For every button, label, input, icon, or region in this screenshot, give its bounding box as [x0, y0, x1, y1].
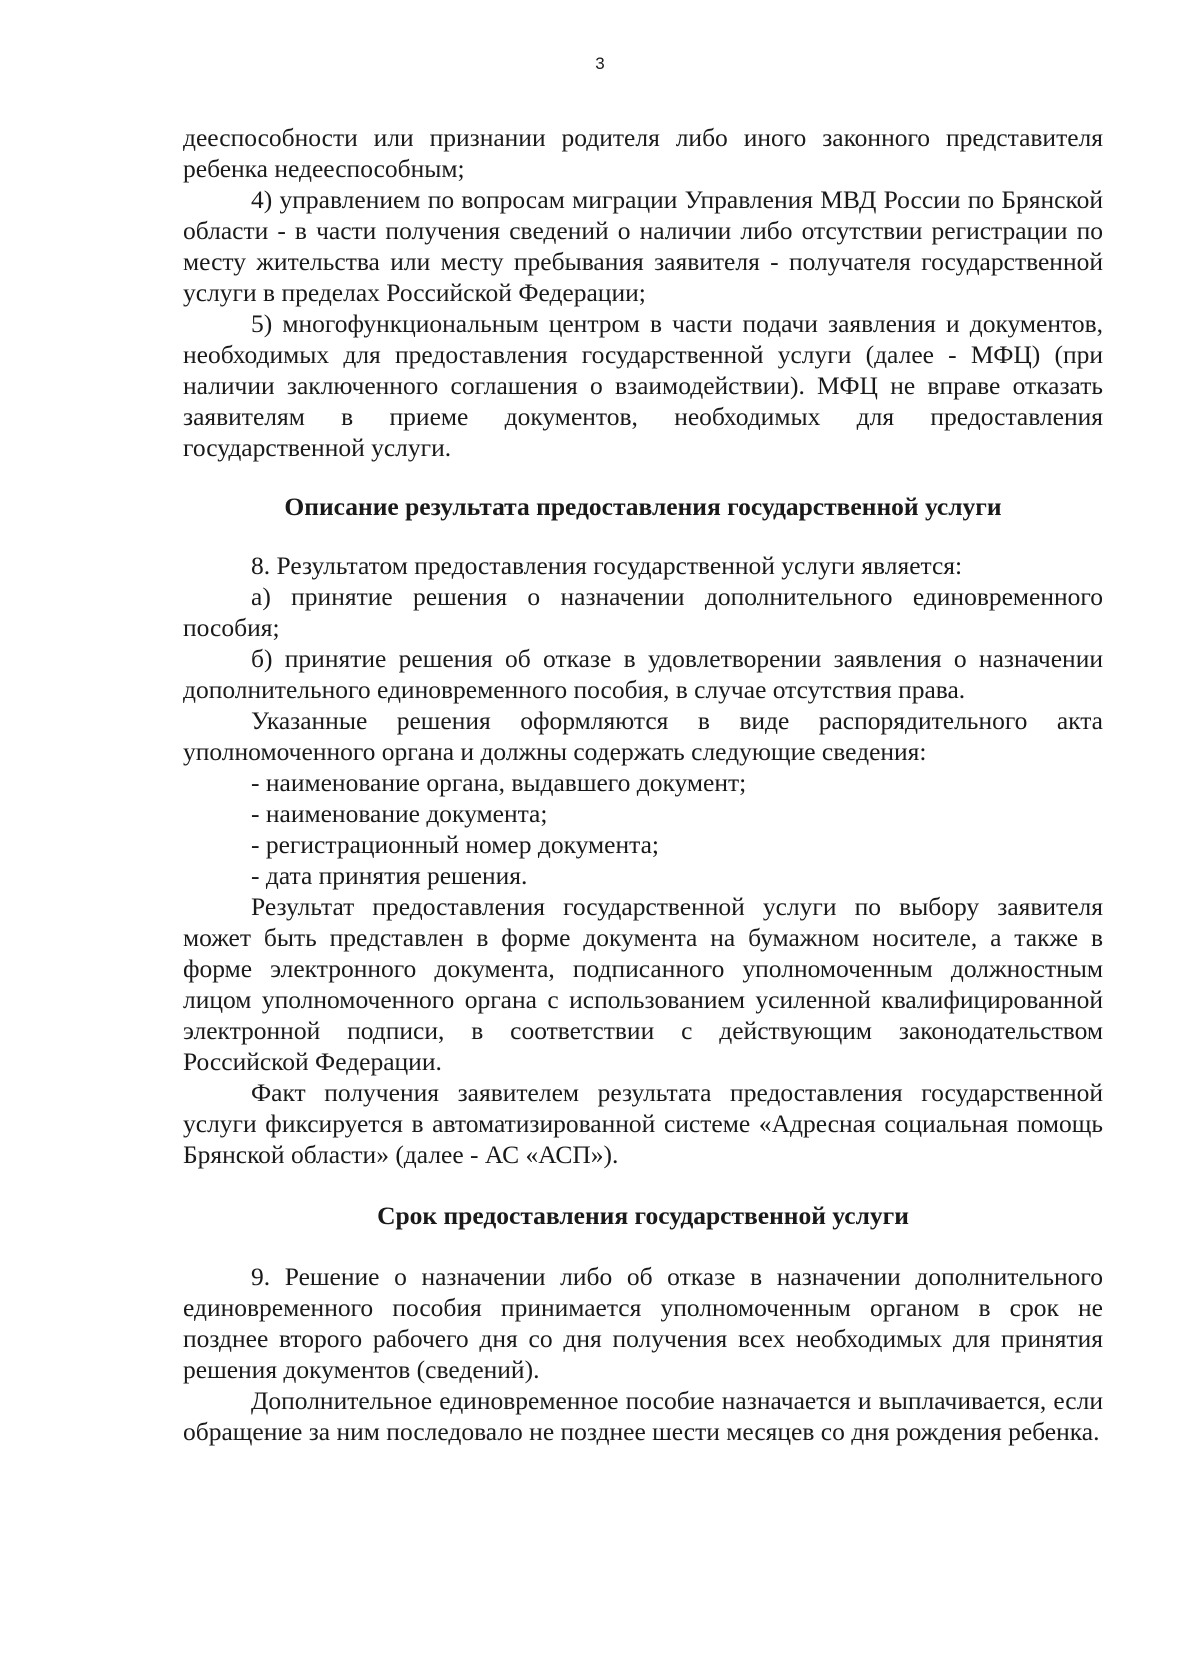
- paragraph-item-5: 5) многофункциональным центром в части подачи заявления и документов, необходимых для предоставления государственной услуги (далее - МФЦ) (при наличии заключенного соглашения о взаимодействии). МФЦ не вправе отказать заявителям в приеме документов, необходимых для предоставления государственной услуги.: [183, 309, 1103, 462]
- section-heading-result: Описание результата предоставления государственной услуги: [284, 492, 1002, 521]
- paragraph-8-result-form: Результат предоставления государственной услуги по выбору заявителя может быть представлен в форме документа на бумажном носителе, а также в форме электронного документа, подписанного уполномоченным должностным лицом уполномоченного органа с использованием усиленной квалифицированной электронной подписи, в соответствии с действующим законодательством Российской Федерации.: [183, 892, 1103, 1076]
- paragraph-8-b: б) принятие решения об отказе в удовлетворении заявления о назначении дополнительного единовременного пособия, в случае отсутствия права.: [183, 644, 1103, 704]
- paragraph-9-decision: 9. Решение о назначении либо об отказе в назначении дополнительного единовременного пособия принимается уполномоченным органом в срок не позднее второго рабочего дня со дня получения всех необходимых для принятия решения документов (сведений).: [183, 1262, 1103, 1384]
- section-heading-term: Срок предоставления государственной услуги: [377, 1201, 909, 1230]
- paragraph-continuation: дееспособности или признании родителя либо иного законного представителя ребенка недееспособным;: [183, 123, 1103, 183]
- list-item: - дата принятия решения.: [251, 861, 528, 890]
- list-item: - наименование органа, выдавшего документ;: [251, 768, 747, 797]
- paragraph-8-a: а) принятие решения о назначении дополнительного единовременного пособия;: [183, 582, 1103, 642]
- document-body: [183, 122, 1103, 1447]
- paragraph-8-decisions: Указанные решения оформляются в виде распорядительного акта уполномоченного органа и должны содержать следующие сведения:: [183, 706, 1103, 766]
- list-item: - регистрационный номер документа;: [251, 830, 659, 859]
- paragraph-8-fact: Факт получения заявителем результата предоставления государственной услуги фиксируется в автоматизированной системе «Адресная социальная помощь Брянской области» (далее - АС «АСП»).: [183, 1078, 1103, 1169]
- paragraph-9-payment: Дополнительное единовременное пособие назначается и выплачивается, если обращение за ним последовало не позднее шести месяцев со дня рождения ребенка.: [183, 1386, 1103, 1446]
- list-item: - наименование документа;: [251, 799, 548, 828]
- paragraph-item-4: 4) управлением по вопросам миграции Управления МВД России по Брянской области - в части получения сведений о наличии либо отсутствии регистрации по месту жительства или месту пребывания заявителя - получателя государственной услуги в пределах Российской Федерации;: [183, 185, 1103, 307]
- paragraph-8-intro: 8. Результатом предоставления государственной услуги является:: [251, 551, 963, 580]
- page-number: 3: [595, 54, 605, 73]
